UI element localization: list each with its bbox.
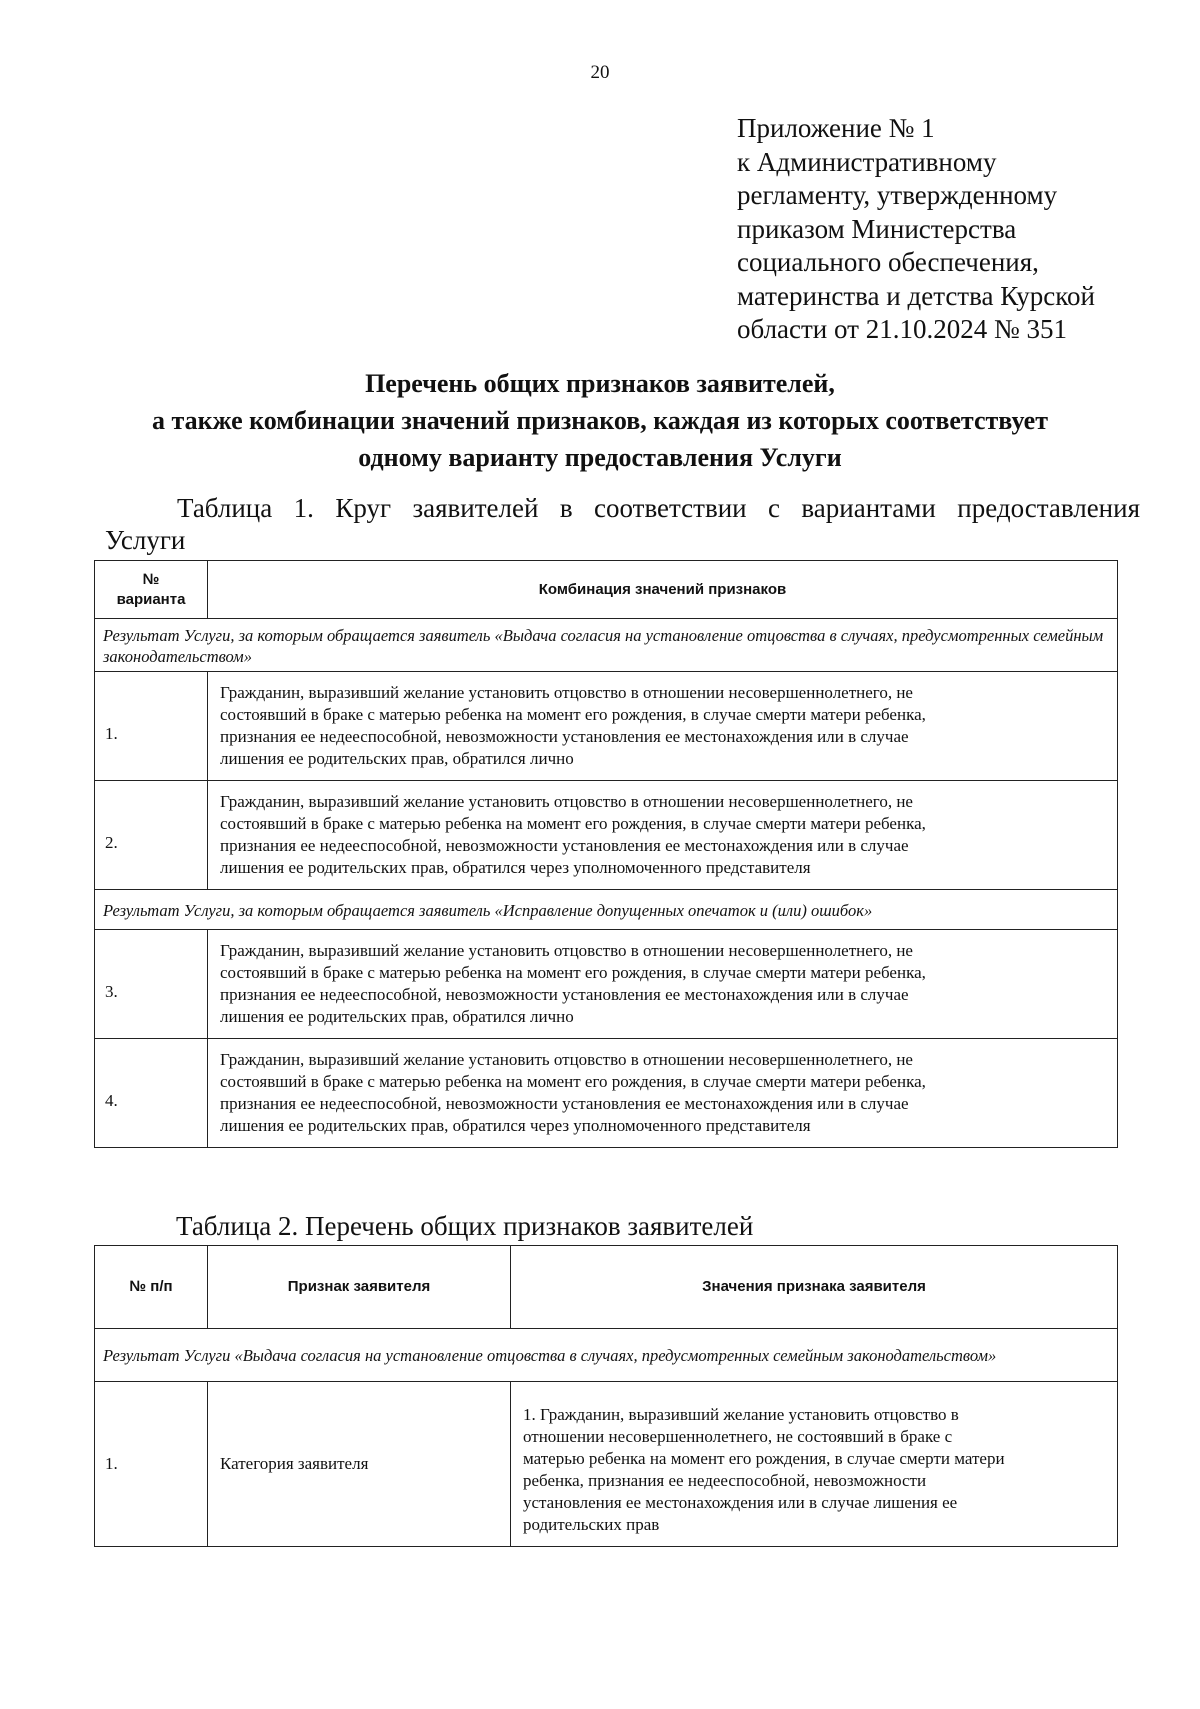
title-line: одному варианту предоставления Услуги [358, 443, 842, 472]
text-line: ребенка, признания ее недееспособной, невозможности [523, 1471, 927, 1490]
section-row [95, 1329, 1118, 1382]
section-title: Результат Услуги «Выдача согласия на установление отцовства в случаях, предусмотренных семейным законодательством» [95, 1329, 1118, 1382]
page-number: 20 [590, 62, 610, 83]
variant-description [208, 781, 1118, 890]
text-line: матерью ребенка на момент его рождения, в случае смерти матери [523, 1449, 1005, 1468]
table-row [95, 781, 1118, 890]
variants-table [94, 560, 1118, 1148]
table-header-row [95, 1246, 1118, 1329]
text-line: родительских прав [523, 1515, 660, 1534]
table2-caption: Таблица 2. Перечень общих признаков заявителей [176, 1211, 754, 1241]
appendix-block [737, 112, 1177, 347]
appendix-line: области от 21.10.2024 № 351 [737, 314, 1067, 344]
header-variant-number [95, 561, 208, 619]
table-row [95, 1382, 1118, 1547]
document-title [60, 365, 1140, 476]
title-line: Перечень общих признаков заявителей, [365, 369, 835, 398]
header-num-label: варианта [116, 590, 186, 608]
header-feature: Признак заявителя [208, 1246, 511, 1329]
header-combination: Комбинация значений признаков [208, 561, 1118, 619]
section-row [95, 890, 1118, 930]
text-line: состоявший в браке с матерью ребенка на момент его рождения, в случае смерти матери ребенка, [220, 1072, 926, 1091]
variant-description [208, 1039, 1118, 1148]
appendix-line: Приложение № 1 [737, 113, 935, 143]
variant-number: 4. [95, 1039, 208, 1148]
section-title: Результат Услуги, за которым обращается заявитель «Исправление допущенных опечаток и (или) ошибок» [95, 890, 1118, 930]
table1-caption [105, 492, 1140, 556]
table1-caption-line: Услуги [105, 525, 186, 555]
table1-caption-line: Таблица 1. Круг заявителей в соответствии с вариантами предоставления [177, 493, 1140, 523]
variant-number: 3. [95, 930, 208, 1039]
variant-description [208, 672, 1118, 781]
text-line: Гражданин, выразивший желание установить отцовство в отношении несовершеннолетнего, не [220, 941, 913, 960]
text-line: Гражданин, выразивший желание установить отцовство в отношении несовершеннолетнего, не [220, 683, 913, 702]
section-row [95, 619, 1118, 672]
text-line: состоявший в браке с матерью ребенка на момент его рождения, в случае смерти матери ребенка, [220, 814, 926, 833]
appendix-line: социального обеспечения, [737, 247, 1039, 277]
text-line: лишения ее родительских прав, обратился лично [220, 749, 574, 768]
text-line: 1. Гражданин, выразивший желание установить отцовство в [523, 1405, 959, 1424]
text-line: установления ее местонахождения или в случае лишения ее [523, 1493, 958, 1512]
appendix-line: материнства и детства Курской [737, 280, 1095, 311]
table-row [95, 930, 1118, 1039]
table-row [95, 1039, 1118, 1148]
variant-number: 2. [95, 781, 208, 890]
feature-name: Категория заявителя [208, 1382, 511, 1547]
table-header-row [95, 561, 1118, 619]
appendix-line: к Административному [737, 146, 997, 177]
appendix-line: регламенту, утвержденному [737, 180, 1058, 210]
section-title: Результат Услуги, за которым обращается заявитель «Выдача согласия на установление отцовства в случаях, предусмотренных семейным законодательством» [95, 619, 1118, 672]
variant-number: 1. [95, 672, 208, 781]
features-table [94, 1245, 1118, 1547]
text-line: признания ее недееспособной, невозможности установления ее местонахождения или в случае [220, 836, 909, 855]
text-line: лишения ее родительских прав, обратился лично [220, 1007, 574, 1026]
title-line: а также комбинации значений признаков, каждая из которых соответствует [152, 406, 1048, 435]
variant-description [208, 930, 1118, 1039]
feature-number: 1. [95, 1382, 208, 1547]
text-line: Гражданин, выразивший желание установить отцовство в отношении несовершеннолетнего, не [220, 1050, 913, 1069]
text-line: состоявший в браке с матерью ребенка на момент его рождения, в случае смерти матери ребенка, [220, 963, 926, 982]
text-line: отношении несовершеннолетнего, не состоявший в браке с [523, 1427, 953, 1446]
appendix-line: приказом Министерства [737, 213, 1017, 244]
text-line: лишения ее родительских прав, обратился через уполномоченного представителя [220, 858, 811, 877]
text-line: Гражданин, выразивший желание установить отцовство в отношении несовершеннолетнего, не [220, 792, 913, 811]
header-values: Значения признака заявителя [511, 1246, 1118, 1329]
header-num-symbol: № [142, 570, 160, 588]
table-row [95, 672, 1118, 781]
text-line: признания ее недееспособной, невозможности установления ее местонахождения или в случае [220, 1094, 909, 1113]
header-number: № п/п [95, 1246, 208, 1329]
text-line: состоявший в браке с матерью ребенка на момент его рождения, в случае смерти матери ребенка, [220, 705, 926, 724]
text-line: признания ее недееспособной, невозможности установления ее местонахождения или в случае [220, 727, 909, 746]
text-line: признания ее недееспособной, невозможности установления ее местонахождения или в случае [220, 985, 909, 1004]
text-line: лишения ее родительских прав, обратился через уполномоченного представителя [220, 1116, 811, 1135]
feature-value [511, 1382, 1118, 1547]
